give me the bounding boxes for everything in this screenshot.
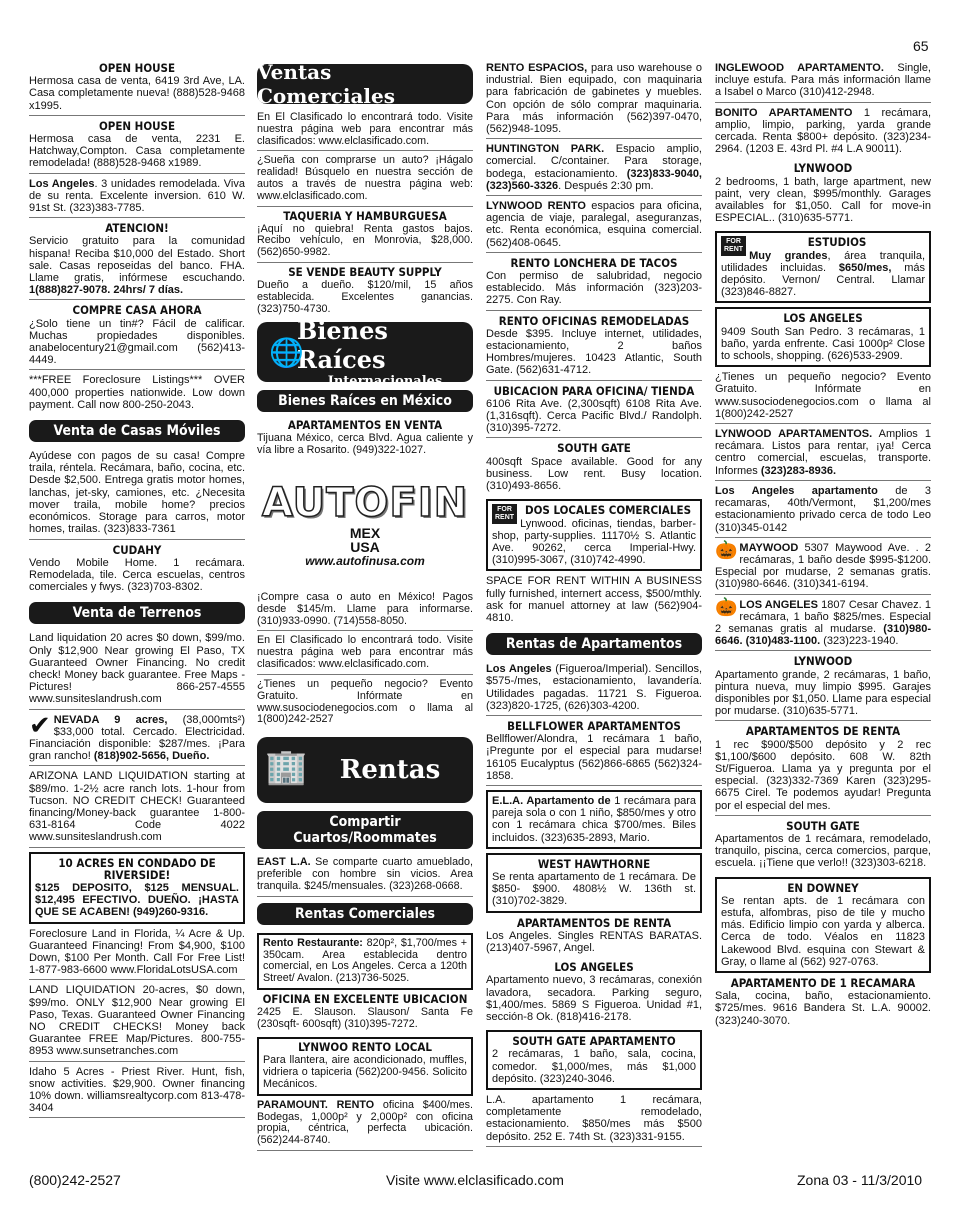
ad-text: Bellflower/Alondra, 1 recámara 1 baño, ¡Pregunte por el especial para mudarse! 16105 Eucalyptus (562)866-6865 (562)324-1858.	[486, 733, 702, 782]
ad-heading: OPEN HOUSE	[98, 118, 176, 133]
ad-bold: HUNTINGTON PARK.	[486, 143, 605, 156]
classified-ad	[486, 385, 702, 439]
ad-heading: SE VENDE BEAUTY SUPPLY	[288, 265, 442, 280]
classified-ad	[715, 977, 931, 1030]
classified-ad	[715, 371, 931, 424]
ad-heading: ESTUDIOS	[807, 235, 867, 250]
ad-text: Vendo Mobile Home. 1 recámara. Remodelada, tile. Cerca escuelas, centros comerciales y fwys. (323)703-8302.	[29, 556, 245, 594]
ad-heading: LOS ANGELES	[554, 960, 634, 975]
ad-bold: LOS ANGELES	[739, 598, 818, 611]
classified-ad	[29, 928, 245, 981]
ad-text: (38,000mts²) $33,000 total. Cercado. Electricidad. Financiación disponible: $287/mes. ¡Para gran rancho!	[29, 713, 245, 763]
classified-ad	[715, 162, 931, 227]
for-rent-icon	[492, 504, 517, 524]
classified-ad	[715, 107, 931, 159]
ad-bold: Los Angeles	[486, 663, 552, 676]
ad-text: , área tranquila, utilidades incluidas.	[721, 249, 925, 274]
classified-ad	[29, 222, 245, 300]
ad-bold: LYNWOOD APARTAMENTOS.	[715, 428, 873, 441]
ad-bold: $650/mes,	[826, 261, 892, 274]
classified-ad	[29, 709, 245, 767]
ad-bold: Los Angeles apartamento	[715, 484, 878, 497]
section-banner: Rentas de Apartamentos	[486, 633, 702, 655]
ad-text: Dueño a dueño. $120/mil, 15 años establecida. Excelentes ganancias. (323)750-4730.	[257, 278, 473, 315]
ad-text: 9409 South San Pedro. 3 recámaras, 1 baño, yarda enfrente. Casi 1000p² Close to schools, shopping. (626)533-2909.	[721, 325, 925, 363]
ad-text: ¡Aquí no quiebra! Renta gastos bajos. Recibo vehículo, en Monrovia, $28,000. (562)650-9982.	[257, 222, 473, 259]
for-rent-label: RENT	[724, 246, 744, 254]
ad-bold: 1(888)827-9078. 24hrs/ 7 días.	[29, 284, 184, 297]
ad-text: Hermosa casa de venta, 6419 3rd Ave, LA. Casa completamente nueva! (888)528-9468 x1995.	[29, 75, 245, 112]
ad-bold: MAYWOOD	[739, 541, 799, 554]
classified-ad	[715, 231, 931, 303]
ad-text: de 3 recamaras, 40th/Vermont, $1,200/mes estacionamiento privado cerca de todo Leo (310)345-0142	[715, 484, 931, 534]
ad-bold: (818)902-5656, Dueño.	[93, 750, 210, 763]
ad-text: ¡Compre casa o auto en México! Pagos desde $145/m. Llame para informarse. (310)933-0990. (714)558-8050.	[257, 590, 473, 627]
footer-phone: (800)242-2527	[29, 1172, 121, 1188]
classified-ad	[486, 499, 702, 571]
ad-heading: UBICACION PARA OFICINA/ TIENDA	[493, 383, 695, 398]
classified-ad	[29, 852, 245, 924]
globe-icon: 🌐	[269, 336, 304, 370]
ad-text: (323)223-1940.	[820, 635, 899, 648]
classified-ad	[257, 933, 473, 990]
ad-bold: EAST L.A.	[257, 856, 311, 869]
ad-text: Tijuana México, cerca Blvd. Agua caliente y vía libre a Rosarito. (949)322-1027.	[257, 432, 473, 457]
ad-bold: INGLEWOOD APARTAMENTO.	[715, 62, 884, 74]
classified-ad	[257, 267, 473, 318]
pumpkin-icon: 🎃	[715, 596, 738, 617]
section-banner: Venta de Terrenos	[29, 602, 245, 624]
pumpkin-icon: 🎃	[715, 539, 738, 560]
checkmark-icon: ✔	[29, 709, 51, 740]
section-banner: Compartir Cuartos/Roommates	[257, 811, 473, 849]
ad-heading: OFICINA EN EXCELENTE UBICACION	[262, 991, 468, 1006]
classified-ad	[257, 1037, 473, 1095]
ad-bold: BONITO APARTAMENTO	[715, 106, 853, 119]
page-number: 65	[913, 38, 929, 54]
ad-heading: LYNWOO RENTO LOCAL	[298, 1040, 432, 1055]
classified-ad	[257, 857, 473, 896]
for-rent-icon	[721, 236, 746, 256]
ad-text: (Figueroa/Imperial). Sencillos, $575-/mes, estacionamiento, lavandería. Utilidades pagadas. 11721 S. Figueroa. (323)820-1725, (626)303-4200.	[486, 663, 702, 712]
building-icon: 🏢	[265, 747, 308, 788]
ad-text: Foreclosure Land in Florida, ¼ Acre & Up. Guaranteed Financing! From $4,900, $100 Down, $100 Per Month. Call For Free List! 1-877-983-6600 www.FloridaLotsUSA.com	[29, 927, 245, 977]
ad-heading: APARTAMENTOS EN VENTA	[287, 418, 443, 433]
ad-text: LAND LIQUIDATION 20-acres, $0 down, $99/mo. ONLY $12,900 Near growing El Paso, Texas. Guaranteed Owner Financing NO CREDIT CHECKS! Money back Guarantee FREE Map/Pictures. 800-755-8953 www.sunsetranches.com	[29, 984, 245, 1058]
ad-text: . 3 unidades remodelada. Viva de su renta. Excelente inversion. 610 W. 91st St. (323)383-7785.	[29, 177, 245, 215]
ad-text: 2 recámaras, 1 baño, sala, cocina, comedor. $1,000/mes, más $1,000 depósito. (323)240-3046.	[492, 1048, 696, 1085]
ad-text: En El Clasificado lo encontrará todo. Visite nuestra página web para encontrar más clasificados: www.elclasificado.com.	[257, 634, 473, 671]
classified-ad	[715, 539, 931, 595]
classified-ad	[257, 420, 473, 459]
section-banner-large	[257, 315, 473, 389]
classified-ad	[29, 120, 245, 174]
ad-heading: APARTAMENTOS DE RENTA	[745, 724, 901, 739]
ad-heading: 10 ACRES EN CONDADO DE RIVERSIDE!	[58, 855, 216, 882]
ad-text: En El Clasificado lo encontrará todo. Visite nuestra página web para encontrar más clasificados: www.elclasificado.com.	[257, 111, 473, 147]
ad-text: 2425 E. Slauson. Slauson/ Santa Fe (230sqft- 600sqft) (310)395-7272.	[257, 1005, 473, 1030]
classified-ad	[486, 62, 702, 139]
classified-ad	[486, 257, 702, 311]
classified-ad	[29, 544, 245, 597]
classified-ad	[486, 917, 702, 958]
column-1	[29, 62, 245, 1122]
classified-ad	[486, 961, 702, 1026]
ad-text: 1807 Cesar Chavez. 1 recámara, 1 baño $825/mes. Especial 2 semanas gratis al mudarse.	[715, 598, 931, 635]
ad-text: 400sqft Space available. Good for any business. Low rent. Busy location. (310)493-8656.	[486, 455, 702, 493]
ad-heading: SOUTH GATE	[786, 818, 860, 833]
classified-ad	[715, 485, 931, 538]
ad-heading: TAQUERIA Y HAMBURGUESA	[283, 208, 447, 223]
classified-ad	[486, 1094, 702, 1147]
section-banner: Rentas Comerciales	[257, 903, 473, 925]
ad-bold: Rento Restaurante:	[263, 936, 363, 949]
ad-bold: Los Angeles	[29, 177, 95, 190]
ad-text: Para llantera, aire acondicionado, muffles, vidriera o tapiceria (562)200-9456. Solicito Mecánicos.	[263, 1054, 467, 1090]
classified-ad	[257, 155, 473, 206]
ad-bold: RENTO ESPACIOS,	[486, 62, 588, 74]
classified-ad	[486, 790, 702, 849]
ad-text: Amplios 1 recámara. Listos para rentar, ¡ya! Cerca centro comercial, escuelas, transporte. Informes	[715, 428, 931, 477]
banner-title: Bienes Raíces	[297, 315, 388, 374]
classified-ad	[715, 596, 931, 652]
ad-text: ***FREE Foreclosure Listings*** OVER 400,000 properties nationwide. Low down payment. Call now 800-250-2043.	[29, 374, 245, 411]
classified-ad	[486, 663, 702, 716]
ad-text: Se renta apartamento de 1 recámara. De $850- $900. 4808½ W. 136th st. (310)702-3829.	[492, 870, 696, 908]
classified-ad	[29, 1066, 245, 1119]
ad-text: ¿Tienes un pequeño negocio? Evento Gratuito. Infórmate en www.susociodenegocios.com o llama al 1(800)242-2527	[715, 371, 931, 420]
classified-ad	[715, 307, 931, 367]
ad-text: para uso warehouse o industrial. Bien equipado, con maquinaria para fabricación de gabinetes y muebles. Con opción de sólo comprar maquinaria. Para más información (562)397-0470, (562)948-1095.	[486, 62, 702, 136]
for-rent-label: FOR	[497, 506, 512, 514]
classified-ad	[486, 143, 702, 196]
ad-bold: (310)980-6646. (310)483-1100.	[715, 622, 931, 648]
ad-heading: APARTAMENTOS DE RENTA	[516, 915, 672, 930]
ad-heading: RENTO LONCHERA DE TACOS	[510, 255, 678, 270]
classified-ad	[486, 200, 702, 253]
classified-ad	[257, 592, 473, 631]
ad-text: Idaho 5 Acres - Priest River. Hunt, fish, snow activities. $29,900. Owner financing 10% down. williamsrealtycorp.com 813-478-3404	[29, 1065, 245, 1115]
ad-heading: LOS ANGELES	[783, 311, 863, 326]
ad-bold: LYNWOOD RENTO	[486, 200, 586, 213]
ad-text: Ayúdese con pagos de su casa! Compre traila, réntela. Recámara, baño, cocina, etc. Desde $2,500. Entrega gratis motor homes, lanchas, jet-sky, camiones, etc. ¿Necesita mover traila, mobile home? precios económicos. Storage para carros, motor homes, trailas. (323)833-7361	[29, 450, 245, 536]
ad-bold: NEVADA 9 acres,	[53, 713, 168, 726]
ad-text: SPACE FOR RENT WITHIN A BUSINESS fully furnished, internert access, $500/mthly. ask for manuel attorney at law (562)904-4810.	[486, 575, 702, 624]
ad-text: oficina $400/mes. Bodegas, 1,000p² y 2,000p² con oficina propia, céntrica, perfecta ubicación. (562)244-8740.	[257, 1098, 473, 1147]
ad-text: ¿Solo tiene un tin#? Fácil de calificar. Muchas propiedades disponibles. anabelocentury21@gmail.com (562)413-4449.	[29, 317, 245, 367]
ad-heading: RENTO OFICINAS REMODELADAS	[498, 313, 690, 328]
classified-ad	[486, 853, 702, 913]
classified-ad	[29, 374, 245, 414]
ad-text: 820p², $1,700/mes + 350cam. Area establecida dentro comercial, en Los Angeles. Cerca a 120th Street/ Avalon. (213)736-5025.	[263, 936, 467, 985]
column-4	[715, 62, 931, 1034]
ad-text: 2 bedrooms, 1 bath, large apartment, new paint, very clean, $995/monthly. Garages availables for $1,050. Call for move-in ESPECIAL.. (310)635-5771.	[715, 175, 931, 225]
ad-text: Servicio gratuito para la comunidad hispana! Reciba $10,000 del Estado. Short sale. Casas reposeidas del banco. FHA. Llame gratis, infórmese escuchando.	[29, 235, 245, 285]
classified-ad	[257, 635, 473, 674]
ad-text: 1 recámara, amplio, limpio, parking, yarda grande cercada. Renta $800+ depósito. (323)234-2964. (1203 E. 43rd Pl. #4 L.A 90011).	[715, 106, 932, 156]
classified-ad	[486, 720, 702, 786]
ad-text: Los Angeles. Singles RENTAS BARATAS. (213)407-5967, Angel.	[486, 929, 702, 954]
autofin-logo	[257, 480, 473, 568]
ad-heading: APARTAMENTO DE 1 RECAMARA	[730, 976, 916, 990]
ad-bold: (323)833-9040, (323)560-3326	[486, 167, 702, 192]
banner-subtitle: Internacionales	[327, 373, 443, 389]
ad-heading: CUDAHY	[112, 542, 162, 557]
ad-text: espacios para oficina, agencia de viaje, paralegal, aseguranzas, etc. Renta económica, esquina comercial. (562)408-0645.	[486, 200, 702, 249]
ad-bold: PARAMOUNT. RENTO	[257, 1098, 375, 1111]
section-banner-large	[257, 737, 473, 803]
ad-heading: OPEN HOUSE	[98, 61, 176, 75]
ad-text: 1 recámara para pareja sola o con 1 niño, $850/mes y otro con 1 recámara chica $700/mes. Biles incluidos. (323)635-2893, Mario.	[492, 794, 696, 844]
logo-wordmark: AUTOFIN	[261, 479, 469, 526]
classified-ad	[715, 877, 931, 973]
classified-ad	[29, 984, 245, 1061]
column-2	[257, 62, 473, 1155]
ad-bold: Muy grandes	[749, 249, 828, 262]
classified-ad	[257, 991, 473, 1033]
column-3	[486, 62, 702, 1151]
ad-heading: EN DOWNEY	[787, 880, 859, 895]
section-banner: Bienes Raíces en México	[257, 390, 473, 412]
ad-text: . Después 2:30 pm.	[558, 179, 654, 192]
ad-text: ARIZONA LAND LIQUIDATION starting at $89/mo. 1-2½ acre ranch lots. 1-hour from Tucson. NO CREDIT CHECK! Guaranteed financing/Money-back guarantee 1-800-631-8164 Code 4022 www.sunsiteslandrush.com	[29, 770, 245, 844]
footer-zone: Zona 03 - 11/3/2010	[797, 1172, 923, 1188]
classified-ad	[29, 450, 245, 539]
classified-ad	[257, 679, 473, 729]
for-rent-label: FOR	[726, 238, 741, 246]
ad-heading: LYNWOOD	[793, 654, 853, 669]
ad-text: Apartamento grande, 2 recámaras, 1 baño, pintura nueva, muy limpio $995. Garajes disponibles por $1,050. Llame para especial por mudarse. (310)635-5771.	[715, 668, 931, 718]
ad-text: Hermosa casa de venta, 2231 E. Hatchway,Compton. Casa completamente remodelada! (888)528-9468 x1989.	[29, 133, 245, 170]
section-banner-large: Ventas Comerciales	[257, 64, 473, 104]
ad-heading: SOUTH GATE APARTAMENTO	[512, 1034, 676, 1049]
ad-text: Land liquidation 20 acres $0 down, $99/mo. Only $12,900 Near growing El Paso, TX Guaranteed Owner Financing. No credit check! Money back guarantee. Free Maps - Pictures! 866-257-4555 www.sunsiteslandrush.com	[29, 632, 245, 706]
ad-text: Single, incluye estufa. Para más información llame a Isabel o Marco (310)412-2948.	[715, 62, 931, 99]
ad-text: Lynwood. oficinas, tiendas, barber-shop, party-supplies. 11170½ S. Atlantic Ave. 90262, cerca Imperial-Hwy. (310)995-3067, (310)742-4990.	[492, 517, 696, 567]
ad-heading: SOUTH GATE	[557, 441, 631, 456]
classified-ad	[715, 428, 931, 481]
classified-ad	[29, 770, 245, 847]
ad-text: Se rentan apts. de 1 recámara con estufa, alfombras, piso de tile y mucho más. Edificio limpio con yarda y alberca. Cerca de todo. Véalos en 11823 Lakewood Blvd. esquina con Stewart & Gray, o llame al (562) 927-0763.	[721, 894, 925, 968]
footer-site: Visite www.elclasificado.com	[386, 1172, 564, 1188]
ad-text: ¿Tienes un pequeño negocio? Evento Gratuito. Infórmate en www.susociodenegocios.com o llama al 1(800)242-2527	[257, 677, 473, 726]
classified-ad	[486, 315, 702, 381]
ad-text: L.A. apartamento 1 recámara, completamente remodelado, estacionamiento. $850/mes más $500 depósito. 252 E. 74th St. (323)331-9155.	[486, 1094, 702, 1143]
classified-ad	[29, 178, 245, 219]
ad-text: Se comparte cuarto amueblado, preferible con hombre sin vicios. Area tranquila. $245/mensuales. (323)268-0668.	[257, 856, 473, 892]
ad-heading: COMPRE CASA AHORA	[72, 303, 202, 318]
ad-text: ¿Sueña con comprarse un auto? ¡Hágalo realidad! Búsquelo en nuestra sección de autos a través de nuestra página web: www.elclasificado.com.	[257, 154, 473, 202]
classified-ad	[486, 442, 702, 495]
ad-text: Con permiso de salubridad, negocio establecido. Más información (323)203-2275. Con Ray.	[486, 270, 702, 307]
banner-title: Rentas	[339, 755, 441, 786]
ad-bold: E.L.A. Apartamento de	[492, 794, 611, 807]
classified-ad	[715, 62, 931, 103]
classified-ad	[715, 725, 931, 815]
ad-heading: DOS LOCALES COMERCIALES	[525, 503, 692, 518]
ad-text: Sala, cocina, baño, estacionamiento. $725/mes. 9616 Bandera St. L.A. 90002. (323)240-3070.	[715, 990, 931, 1027]
ad-text: 1 rec $900/$500 depósito y 2 rec $1,100/$600 depósito. 608 W. 82th St/Figueroa. Llama ya y pregunta por el especial. (323)332-7369 Karen (323)295-6675 Cirel. Te podemos ayudar! Pregunta por el especial del mes.	[715, 738, 931, 812]
ad-text: Desde $395. Incluye internet, utilidades, estacionamiento, 2 baños Hombres/mujeres. 10423 Atlantic, South Gate. (562)631-4712.	[486, 327, 702, 377]
ad-bold: (323)283-8936.	[757, 464, 837, 477]
ad-text: Apartamento nuevo, 3 recámaras, conexión lavadora, secadora. Parking seguro, $1,400/mes. 5869 S Figueroa. Unidad #1, sección-8 Ok. (818)416-2178.	[486, 974, 702, 1023]
ad-text: Espacio amplio, comercial. C/container. Para storage, bodega, estacionamiento.	[486, 143, 702, 180]
classified-ad	[29, 62, 245, 116]
classified-ad	[715, 820, 931, 873]
ad-heading: LYNWOOD	[793, 161, 853, 176]
section-banner: Venta de Casas Móviles	[29, 420, 245, 442]
classified-ad	[257, 1100, 473, 1151]
ad-heading: WEST HAWTHORNE	[537, 856, 651, 871]
logo-url: www.autofinusa.com	[305, 553, 425, 568]
ad-text: Apartamentos de 1 recámara, remodelado, tranquilo, piscina, cerca comercios, parque, escuela. ¡¡Tiene que verlo!! (323)303-6218.	[715, 832, 931, 870]
classified-ad	[486, 575, 702, 627]
ad-heading: BELLFLOWER APARTAMENTOS	[507, 718, 681, 733]
classified-ad	[257, 208, 473, 263]
ad-text: más depósito. Vernon/ Central. Llamar (323)846-8827.	[721, 261, 925, 299]
classified-ad	[486, 1030, 702, 1090]
classified-ad	[715, 655, 931, 721]
classified-ad	[257, 112, 473, 151]
classified-ad	[29, 304, 245, 370]
ad-heading: ATENCION!	[105, 221, 169, 236]
for-rent-label: RENT	[495, 514, 515, 522]
logo-suffix: MEX USA	[349, 524, 381, 555]
ad-text: 6106 Rita Ave. (2,300sqft) 6108 Rita Ave. (1,316sqft). Cerca Pacific Blvd./ Randolph. (310)395-7272.	[486, 397, 702, 435]
ad-text: 5307 Maywood Ave. . 2 recámaras, 1 baño desde $995-$1200. Especial por mudarse, 2 semanas gratis. (310)980-6646. (310)341-6194.	[715, 541, 931, 591]
ad-bold: $125 DEPOSITO, $125 MENSUAL. $12,495 EFECTIVO. DUEÑO. ¡HASTA QUE SE ACABEN! (949)260-9316.	[35, 881, 239, 919]
classified-ad	[29, 632, 245, 709]
